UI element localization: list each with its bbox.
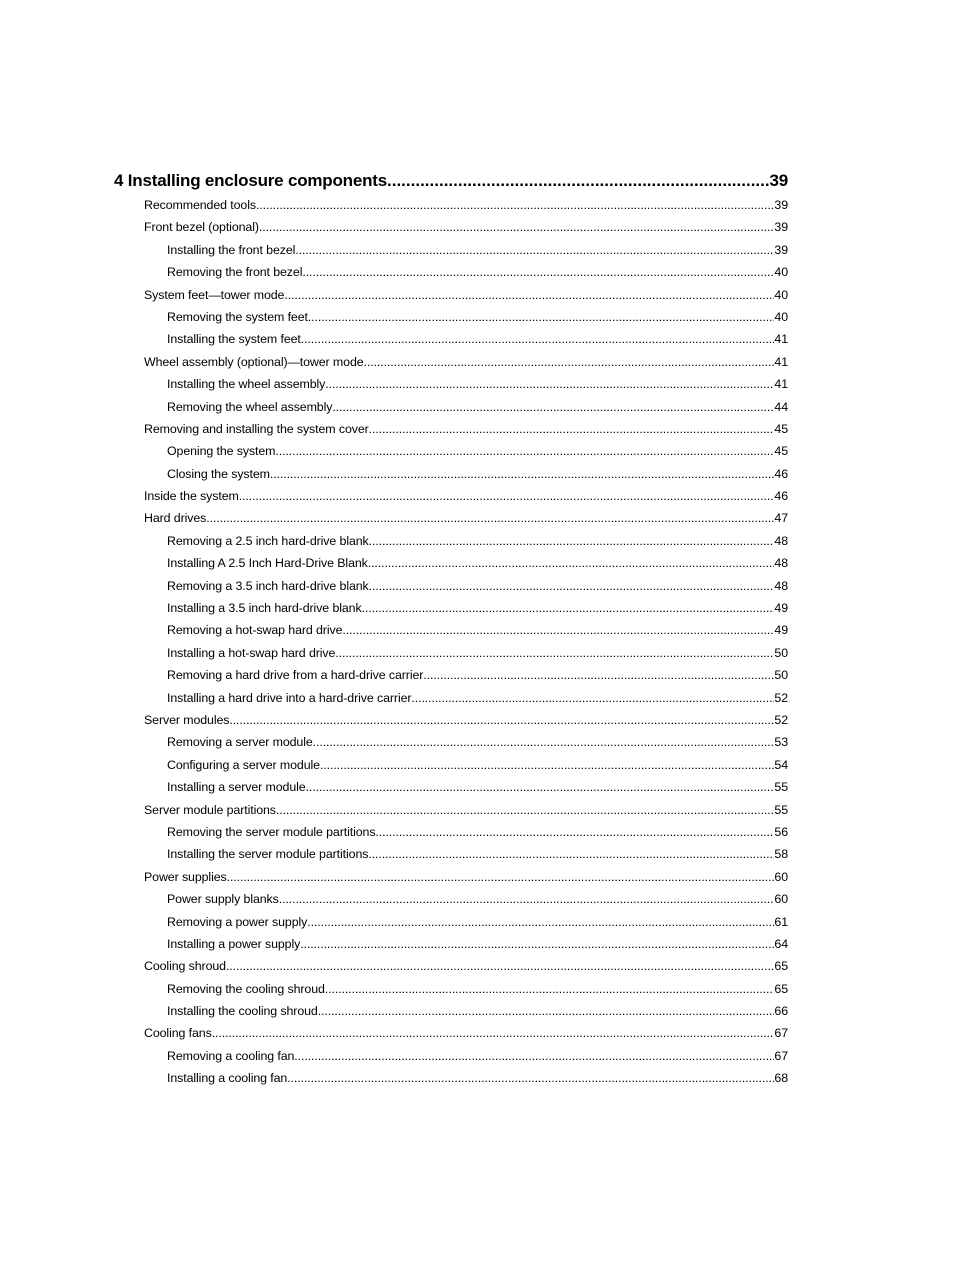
toc-entry-title: Installing a 3.5 inch hard-drive blank	[167, 601, 362, 616]
toc-entry[interactable]	[114, 216, 788, 238]
toc-entry[interactable]	[114, 754, 788, 776]
toc-chapter-heading[interactable]	[114, 168, 788, 194]
toc-dot-leader	[369, 418, 775, 440]
toc-entry-page: 41	[774, 354, 788, 369]
toc-entry[interactable]	[114, 888, 788, 910]
toc-dot-leader	[325, 373, 774, 395]
toc-entry-title: Installing the server module partitions	[167, 847, 369, 862]
toc-entry-title: Installing A 2.5 Inch Hard-Drive Blank	[167, 556, 368, 571]
toc-entry-page: 46	[774, 489, 788, 504]
toc-entry-title: System feet—tower mode	[144, 287, 285, 302]
table-of-contents	[114, 168, 788, 1090]
toc-entry[interactable]	[114, 284, 788, 306]
toc-entry-page: 48	[774, 556, 788, 571]
toc-entry-title: Hard drives	[144, 511, 207, 526]
toc-entry-page: 45	[774, 421, 788, 436]
toc-dot-leader	[320, 754, 774, 776]
toc-entry-page: 58	[774, 847, 788, 862]
toc-dot-leader	[276, 799, 775, 821]
toc-entry-title: Removing a cooling fan	[167, 1048, 295, 1063]
toc-entry-page: 64	[774, 936, 788, 951]
toc-dot-leader	[256, 194, 774, 216]
toc-entry[interactable]	[114, 955, 788, 977]
toc-dot-leader	[318, 1000, 775, 1022]
toc-entry-title: Removing a hard drive from a hard-drive carrier	[167, 668, 424, 683]
toc-dot-leader	[362, 597, 775, 619]
toc-entry-page: 40	[774, 287, 788, 302]
toc-dot-leader	[368, 843, 774, 865]
toc-entry-page: 66	[774, 1004, 788, 1019]
toc-entry[interactable]	[114, 731, 788, 753]
toc-entry-title: Cooling fans	[144, 1026, 212, 1041]
toc-entry[interactable]	[114, 328, 788, 350]
toc-entry[interactable]	[114, 1022, 788, 1044]
toc-entry-title: Opening the system	[167, 444, 276, 459]
toc-entry-title: Installing a hard drive into a hard-drive carrier	[167, 690, 412, 705]
toc-entry-title: Installing a cooling fan	[167, 1071, 288, 1086]
toc-entry-page: 39	[774, 220, 788, 235]
toc-dot-leader	[270, 463, 775, 485]
toc-dot-leader	[364, 351, 775, 373]
toc-entry[interactable]	[114, 911, 788, 933]
toc-entry[interactable]	[114, 687, 788, 709]
toc-dot-leader	[302, 261, 774, 283]
toc-chapter-title: 4 Installing enclosure components	[114, 171, 388, 190]
toc-entry-page: 52	[774, 712, 788, 727]
toc-dot-leader	[325, 978, 775, 1000]
toc-entry-title: Removing a hot-swap hard drive	[167, 623, 343, 638]
toc-entry-title: Power supply blanks	[167, 892, 279, 907]
toc-entry-page: 61	[774, 914, 788, 929]
toc-entry-title: Installing the front bezel	[167, 242, 296, 257]
toc-dot-leader	[342, 619, 774, 641]
toc-entry[interactable]	[114, 1045, 788, 1067]
toc-entry-page: 53	[774, 735, 788, 750]
toc-entry-page: 39	[774, 242, 788, 257]
toc-entry-page: 56	[774, 824, 788, 839]
toc-entry-page: 45	[774, 444, 788, 459]
toc-entry[interactable]	[114, 776, 788, 798]
toc-entry[interactable]	[114, 418, 788, 440]
toc-entry[interactable]	[114, 799, 788, 821]
toc-entry-page: 60	[774, 869, 788, 884]
toc-dot-leader	[307, 911, 774, 933]
toc-entry-title: Closing the system	[167, 466, 270, 481]
toc-entry-title: Inside the system	[144, 489, 239, 504]
toc-entry[interactable]	[114, 843, 788, 865]
toc-dot-leader	[287, 1067, 774, 1089]
toc-entry[interactable]	[114, 597, 788, 619]
toc-entry[interactable]	[114, 396, 788, 418]
toc-entry-page: 40	[774, 265, 788, 280]
toc-entry-page: 48	[774, 578, 788, 593]
toc-entry-page: 55	[774, 780, 788, 795]
toc-entry-title: Removing the front bezel	[167, 265, 303, 280]
toc-entry-title: Removing a 3.5 inch hard-drive blank	[167, 578, 369, 593]
toc-entry-page: 41	[774, 377, 788, 392]
toc-entry[interactable]	[114, 709, 788, 731]
toc-entry-page: 48	[774, 533, 788, 548]
toc-entry[interactable]	[114, 866, 788, 888]
toc-entry-title: Installing a hot-swap hard drive	[167, 645, 336, 660]
toc-dot-leader	[300, 933, 774, 955]
toc-entry-page: 65	[774, 959, 788, 974]
toc-entry[interactable]	[114, 507, 788, 529]
toc-dot-leader	[301, 328, 775, 350]
toc-entry-page: 39	[774, 198, 788, 212]
toc-entry[interactable]	[114, 1000, 788, 1022]
toc-entry-page: 50	[774, 645, 788, 660]
toc-entry-page: 47	[774, 511, 788, 526]
toc-dot-leader	[332, 396, 774, 418]
toc-entry-title: Server module partitions	[144, 802, 276, 817]
toc-entry[interactable]	[114, 530, 788, 552]
toc-entry-page: 60	[774, 892, 788, 907]
toc-entry-title: Front bezel (optional)	[144, 220, 259, 235]
toc-dot-leader	[239, 485, 775, 507]
toc-dot-leader	[368, 552, 775, 574]
toc-entry-title: Removing a 2.5 inch hard-drive blank	[167, 533, 369, 548]
toc-dot-leader	[308, 306, 775, 328]
toc-entry-title: Installing a power supply	[167, 936, 301, 951]
toc-entry-title: Removing the server module partitions	[167, 824, 376, 839]
toc-entry-title: Wheel assembly (optional)—tower mode	[144, 354, 364, 369]
toc-entry[interactable]	[114, 619, 788, 641]
toc-dot-leader	[313, 731, 775, 753]
toc-entry-page: 49	[774, 601, 788, 616]
toc-entry-title: Removing a server module	[167, 735, 313, 750]
toc-entry[interactable]	[114, 194, 788, 216]
toc-entry-page: 65	[774, 981, 788, 996]
toc-entry-title: Installing the cooling shroud	[167, 1004, 318, 1019]
toc-entry-title: Recommended tools	[144, 198, 256, 212]
toc-entry-title: Removing and installing the system cover	[144, 421, 369, 436]
toc-entry[interactable]	[114, 239, 788, 261]
toc-entry-page: 49	[774, 623, 788, 638]
toc-dot-leader	[212, 1022, 775, 1044]
toc-dot-leader	[279, 888, 775, 910]
toc-entry-title: Cooling shroud	[144, 959, 226, 974]
toc-entry[interactable]	[114, 552, 788, 574]
toc-entry-page: 54	[774, 757, 788, 772]
toc-entry-page: 68	[774, 1071, 788, 1086]
toc-dot-leader	[229, 709, 774, 731]
toc-entry-title: Installing the system feet	[167, 332, 301, 347]
toc-entry-page: 41	[774, 332, 788, 347]
toc-entry-title: Server modules	[144, 712, 230, 727]
toc-entry-title: Removing the system feet	[167, 309, 308, 324]
toc-entry-title: Removing the cooling shroud	[167, 981, 325, 996]
toc-entry[interactable]	[114, 373, 788, 395]
toc-entry-title: Installing the wheel assembly	[167, 377, 326, 392]
toc-dot-leader	[226, 955, 774, 977]
toc-entry-page: 67	[774, 1048, 788, 1063]
toc-entry[interactable]	[114, 306, 788, 328]
toc-dot-leader	[284, 284, 774, 306]
toc-entry[interactable]	[114, 440, 788, 462]
toc-entry-title: Removing a power supply	[167, 914, 308, 929]
toc-entry-title: Configuring a server module	[167, 757, 320, 772]
toc-entry-list	[114, 194, 788, 1090]
toc-entry-title: Power supplies	[144, 869, 227, 884]
toc-dot-leader	[295, 239, 774, 261]
toc-entry-page: 50	[774, 668, 788, 683]
toc-dot-leader	[369, 530, 775, 552]
toc-entry[interactable]	[114, 978, 788, 1000]
toc-dot-leader	[375, 821, 774, 843]
toc-entry-page: 67	[774, 1026, 788, 1041]
toc-entry-page: 55	[774, 802, 788, 817]
toc-dot-leader	[227, 866, 775, 888]
toc-entry-page: 52	[774, 690, 788, 705]
toc-dot-leader	[335, 642, 774, 664]
toc-entry[interactable]	[114, 642, 788, 664]
toc-dot-leader	[411, 687, 774, 709]
toc-entry-page: 40	[774, 309, 788, 324]
toc-entry[interactable]	[114, 485, 788, 507]
toc-entry[interactable]	[114, 1067, 788, 1089]
toc-entry[interactable]	[114, 463, 788, 485]
toc-dot-leader	[369, 575, 775, 597]
toc-dot-leader	[306, 776, 775, 798]
toc-entry-page: 46	[774, 466, 788, 481]
toc-dot-leader	[423, 664, 774, 686]
toc-entry-page: 44	[774, 399, 788, 414]
toc-entry[interactable]	[114, 261, 788, 283]
toc-entry[interactable]	[114, 933, 788, 955]
toc-dot-leader	[294, 1045, 774, 1067]
toc-entry[interactable]	[114, 351, 788, 373]
toc-entry-title: Installing a server module	[167, 780, 306, 795]
toc-dot-leader	[206, 507, 774, 529]
toc-dot-leader	[387, 168, 769, 194]
toc-chapter-page: 39	[769, 171, 788, 190]
toc-entry[interactable]	[114, 664, 788, 686]
toc-dot-leader	[275, 440, 774, 462]
toc-entry-title: Removing the wheel assembly	[167, 399, 333, 414]
toc-entry[interactable]	[114, 575, 788, 597]
toc-entry[interactable]	[114, 821, 788, 843]
toc-dot-leader	[259, 216, 775, 238]
